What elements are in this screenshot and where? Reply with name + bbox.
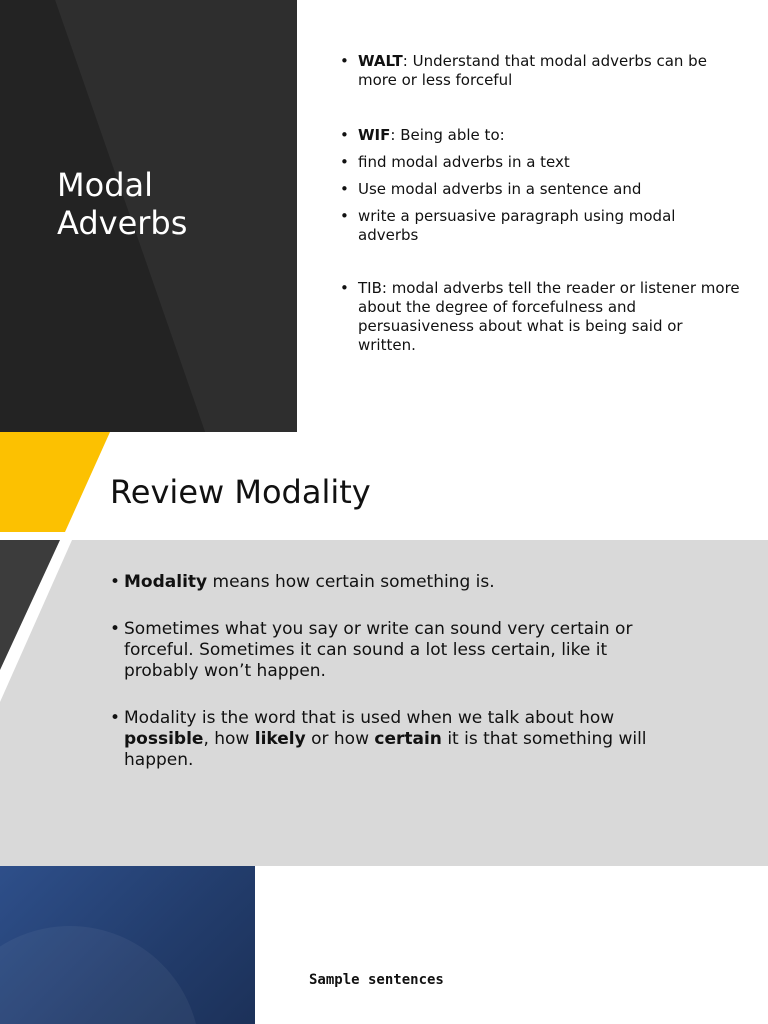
bullet-text: Modality is the word that is used when we talk about how — [124, 708, 615, 728]
title-line-2: Adverbs — [57, 204, 188, 242]
objectives-list — [340, 52, 740, 363]
bullet-icon: • — [340, 153, 349, 171]
bullet-icon: • — [110, 619, 121, 639]
bold-term: Modality — [124, 572, 208, 592]
wif-item — [340, 207, 740, 245]
modality-bullet-2 — [110, 619, 670, 682]
bold-term: certain — [374, 729, 442, 749]
title-panel — [0, 0, 297, 432]
slide-1 — [0, 0, 768, 432]
bullet-icon: • — [340, 52, 349, 70]
bullet-text: it is that something will happen. — [124, 729, 647, 770]
sample-sentences-heading: Sample sentences — [309, 972, 444, 988]
bullet-icon: • — [340, 180, 349, 198]
bold-term: likely — [254, 729, 306, 749]
tib-text: TIB: modal adverbs tell the reader or listener more about the degree of forcefulness and persuasiveness about what is being said or written. — [358, 279, 740, 354]
bullet-icon: • — [110, 572, 121, 592]
bold-term: possible — [124, 729, 204, 749]
modality-bullet-1 — [110, 572, 670, 593]
walt-bullet — [340, 52, 740, 90]
bullet-text: Sometimes what you say or write can sound very certain or forceful. Sometimes it can sound a lot less certain, like it probably won’t happen. — [124, 619, 633, 681]
wif-item — [340, 153, 740, 172]
title-line-1: Modal — [57, 166, 153, 204]
modality-bullet-3 — [110, 708, 670, 771]
wif-text: : Being able to: — [390, 126, 505, 144]
wif-item-text: Use modal adverbs in a sentence and — [358, 180, 642, 198]
blue-panel — [0, 866, 255, 1024]
bullet-text: means how certain something is. — [207, 572, 495, 592]
decorative-circle — [0, 926, 200, 1024]
bullet-text: or how — [305, 729, 375, 749]
bullet-icon: • — [340, 279, 349, 297]
wif-item-text: write a persuasive paragraph using modal adverbs — [358, 207, 676, 244]
bullet-icon: • — [110, 708, 121, 728]
slide-title — [57, 166, 277, 242]
bullet-icon: • — [340, 207, 349, 225]
yellow-accent — [0, 432, 110, 532]
wif-item-text: find modal adverbs in a text — [358, 153, 570, 171]
tib-bullet — [340, 279, 740, 355]
slide-2 — [0, 432, 768, 866]
walt-label: WALT — [358, 52, 403, 70]
walt-text: : Understand that modal adverbs can be more or less forceful — [358, 52, 707, 89]
bullet-icon: • — [340, 126, 349, 144]
slide-3 — [0, 866, 768, 1024]
bullet-text: , how — [203, 729, 255, 749]
wif-bullet — [340, 126, 740, 145]
wif-item — [340, 180, 740, 199]
slide-2-title: Review Modality — [110, 473, 371, 511]
wif-label: WIF — [358, 126, 391, 144]
modality-list — [110, 572, 670, 797]
